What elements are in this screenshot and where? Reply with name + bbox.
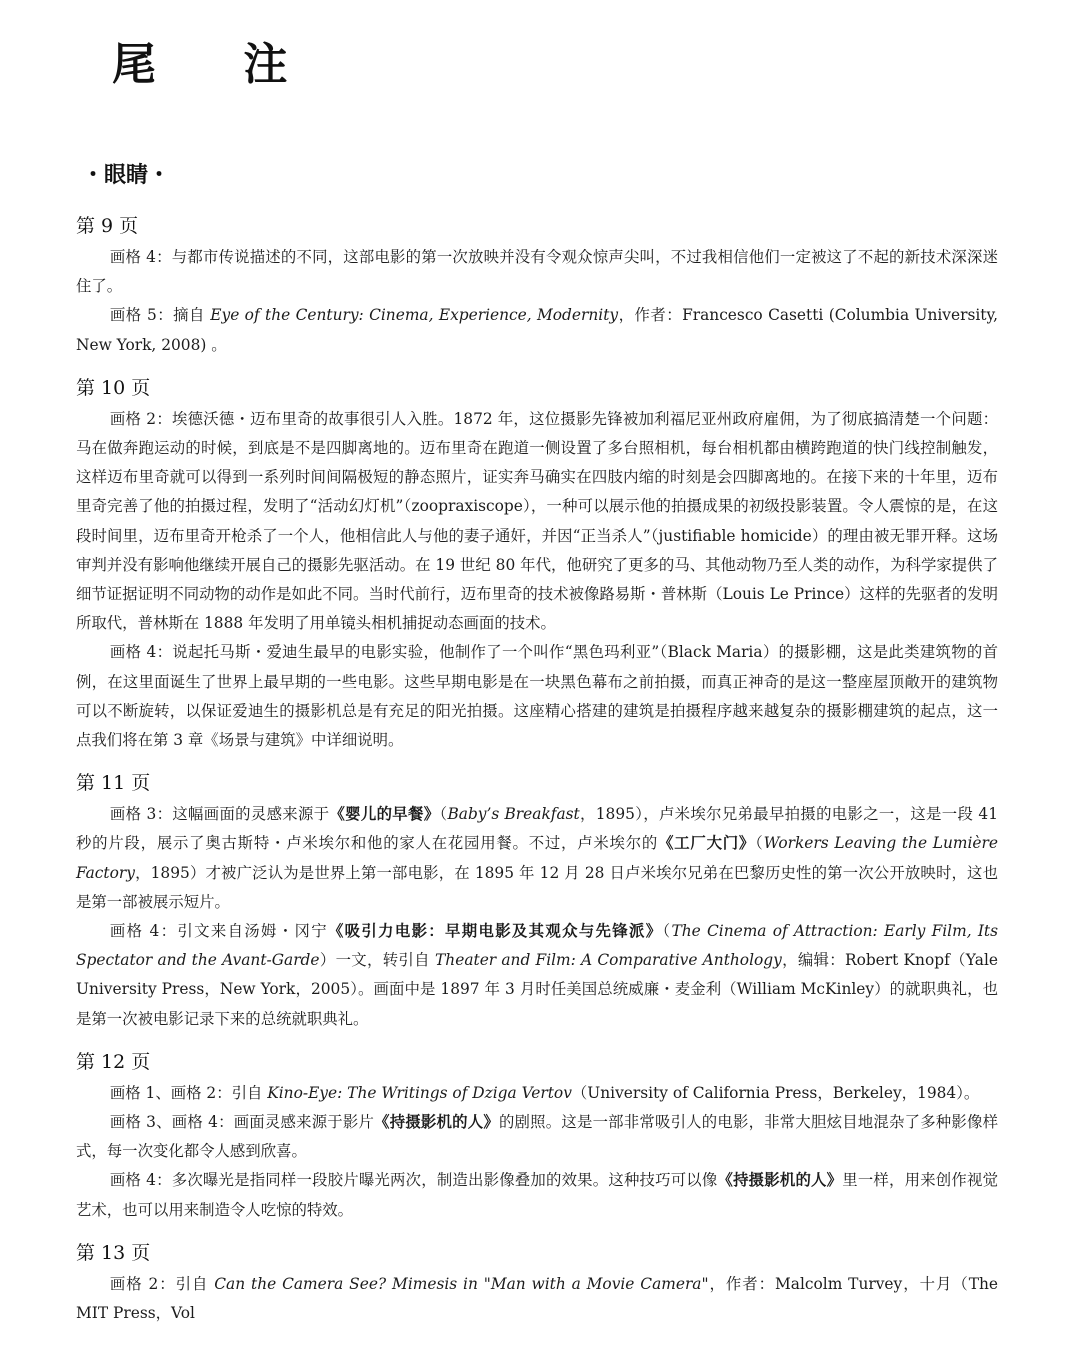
bold-title-text: 《持摄影机的人》: [374, 1113, 499, 1132]
note-text: 画格 5：摘自: [109, 306, 211, 325]
note-text: ，1895），卢米埃尔兄弟最早拍摄的电影之一，这是一段 41 秒的片段，展示了奥古斯特・卢米埃尔和他的家人在花园用餐。不过，卢米埃尔的: [76, 805, 998, 853]
italic-title-text: Kino-Eye: The Writings of Dziga Vertov: [267, 1083, 572, 1102]
italic-title-text: Workers Leaving the Lumière Factory: [76, 834, 998, 882]
note-text: 画格 3、画格 4：画面灵感来源于影片: [109, 1113, 375, 1132]
note-text: ）一文，转引自: [319, 951, 436, 970]
endnote-paragraph: [76, 243, 998, 301]
note-text: （: [439, 805, 448, 824]
bold-title-text: 《婴儿的早餐》: [329, 805, 440, 824]
note-text: ，作者：Francesco Casetti (Columbia University, New York, 2008) 。: [76, 306, 999, 354]
bold-title-text: 《持摄影机的人》: [717, 1171, 843, 1190]
section-heading: 第 12 页: [76, 1050, 151, 1073]
italic-title-text: Baby’s Breakfast: [447, 805, 580, 824]
note-text: 画格 4：说起托马斯・爱迪生最早的电影实验，他制作了一个叫作“黑色玛利亚”（Black Maria）的摄影棚，这是此类建筑物的首例，在这里面诞生了世界上最早期的一些电影。这些早期电影是在一块黑色幕布之前拍摄，而真正神奇的是这一整座屋顶敞开的建筑物可以不断旋转，以保证爱迪生的摄影机总是有充足的阳光拍摄。这座精心搭建的建筑是拍摄程序越来越复杂的摄影棚建筑的起点，这一点我们将在第 3 章《场景与建筑》中详细说明。: [76, 643, 998, 750]
endnote-section: [76, 212, 998, 360]
italic-title-text: Eye of the Century: Cinema, Experience, Modernity: [210, 306, 619, 325]
note-text: 的剧照。这是一部非常吸引人的电影，非常大胆炫目地混杂了多种影像样式，每一次变化都令人感到欣喜。: [76, 1113, 998, 1161]
note-text: ，编辑：Robert Knopf（Yale University Press，New York，2005）。画面中是 1897 年 3 月时任美国总统威廉・麦金利（William McKinley）的就职典礼，也是第一次被电影记录下来的总统就职典礼。: [76, 951, 998, 1028]
endnote-section: [76, 769, 998, 1034]
note-text: 画格 2：引自: [109, 1274, 215, 1293]
endnote-section: [76, 1048, 998, 1225]
italic-title-text: The Cinema of Attraction: Early Film, Its Spectator and the Avant-Garde: [76, 922, 998, 970]
bold-title-text: 《工厂大门》: [658, 834, 756, 853]
endnote-paragraph: [76, 917, 998, 1034]
note-text: 画格 4：与都市传说描述的不同，这部电影的第一次放映并没有令观众惊声尖叫，不过我相信他们一定被这了不起的新技术深深迷住了。: [76, 248, 998, 296]
endnote-paragraph: [76, 1079, 998, 1108]
endnote-paragraph: [76, 638, 998, 755]
note-text: （University of California Press，Berkeley，1984）。: [571, 1083, 980, 1102]
endnote-paragraph: [76, 405, 998, 639]
page-title: 尾 注: [112, 39, 324, 90]
note-text: 画格 2：埃德沃德・迈布里奇的故事很引人入胜。1872 年，这位摄影先锋被加利福尼亚州政府雇佣，为了彻底搞清楚一个问题：马在做奔跑运动的时候，到底是不是四脚离地的。迈布里奇在跑道一侧设置了多台照相机，每台相机都由横跨跑道的快门线控制触发，这样迈布里奇就可以得到一系列时间间隔极短的静态照片，证实奔马确实在四肢内缩的时刻是会四脚离地的。在接下来的十年里，迈布里奇完善了他的拍摄过程，发明了“活动幻灯机”（zoopraxiscope），一种可以展示他的拍摄成果的初级投影装置。令人震惊的是，在这段时间里，迈布里奇开枪杀了一个人，他相信此人与他的妻子通奸，并因“正当杀人”（justifiable homicide）的理由被无罪开释。这场审判并没有影响他继续开展自己的摄影先驱活动。在 19 世纪 80 年代，他研究了更多的马、其他动物乃至人类的动作，为科学家提供了细节证据证明不同动物的动作是如此不同。当时代前行，迈布里奇的技术被像路易斯・普林斯（Louis Le Prince）这样的先驱者的发明所取代，普林斯在 1888 年发明了用单镜头相机捕捉动态画面的技术。: [76, 409, 998, 633]
endnote-paragraph: [76, 1166, 998, 1224]
section-heading: 第 10 页: [76, 376, 151, 399]
note-text: 画格 1、画格 2：引自: [109, 1083, 268, 1102]
endnotes-body: [76, 212, 998, 1342]
endnote-paragraph: [76, 1108, 998, 1166]
note-text: 画格 4：多次曝光是指同样一段胶片曝光两次，制造出影像叠加的效果。这种技巧可以像: [109, 1171, 718, 1190]
note-text: ，作者：Malcolm Turvey，十月（The MIT Press，Vol: [76, 1274, 998, 1323]
bold-title-text: 《吸引力电影：早期电影及其观众与先锋派》: [327, 922, 663, 941]
italic-title-text: Can the Camera See? Mimesis in "Man with a Movie Camera": [214, 1274, 709, 1293]
endnote-paragraph: [76, 800, 998, 917]
section-heading: 第 13 页: [76, 1241, 151, 1264]
endnote-paragraph: [76, 301, 998, 359]
note-text: ，1895）才被广泛认为是世界上第一部电影，在 1895 年 12 月 28 日卢米埃尔兄弟在巴黎历史性的第一次公开放映时，这也是第一部被展示短片。: [76, 863, 998, 911]
italic-title-text: Theater and Film: A Comparative Anthology: [435, 951, 782, 970]
note-text: （: [755, 834, 764, 853]
chapter-heading: ・眼睛・: [82, 163, 171, 188]
endnote-section: [76, 1239, 998, 1328]
note-text: 里一样，用来创作视觉艺术，也可以用来制造令人吃惊的特效。: [76, 1171, 998, 1219]
section-heading: 第 9 页: [76, 215, 139, 237]
section-heading: 第 11 页: [76, 772, 151, 795]
note-text: 画格 3：这幅画面的灵感来源于: [109, 805, 330, 824]
endnote-section: [76, 374, 998, 755]
endnote-paragraph: [76, 1270, 998, 1328]
note-text: （: [662, 922, 672, 941]
note-text: 画格 4：引文来自汤姆・冈宁: [109, 922, 328, 941]
